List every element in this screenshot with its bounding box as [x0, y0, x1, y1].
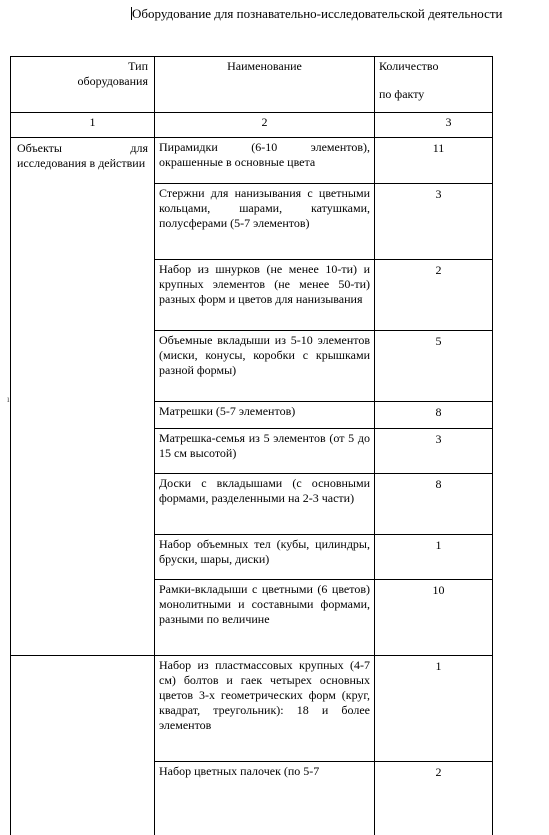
- table-row-name: [154, 259, 374, 330]
- document-title: Оборудование для познавательно-исследовательской деятельности: [132, 6, 503, 21]
- equipment-table: [10, 56, 492, 816]
- item-quantity: 11: [432, 141, 445, 155]
- item-name: Набор цветных палочек (по 5-7: [159, 764, 320, 778]
- table-row-qty: [374, 473, 493, 534]
- group-label-cell: [10, 137, 154, 655]
- col-number-1: [10, 112, 154, 137]
- item-name: Доски с вкладышами (с основными формами, разделенными на 2-3 части): [159, 476, 370, 505]
- header-type-cell: [10, 56, 154, 112]
- item-quantity: 5: [435, 334, 442, 348]
- table-row-qty: [374, 534, 493, 579]
- table-row-qty: [374, 761, 493, 835]
- group-label-cell-2: [10, 655, 154, 835]
- table-row-name: [154, 473, 374, 534]
- table-row-qty: [374, 137, 493, 183]
- item-quantity: 3: [435, 432, 442, 446]
- table-row-name: [154, 401, 374, 428]
- group-label-2: [11, 656, 154, 658]
- margin-mark: ı: [7, 394, 10, 404]
- table-row-name: [154, 330, 374, 401]
- item-name: Матрешка-семья из 5 элементов (от 5 до 15 см высотой): [159, 431, 370, 460]
- table-row-qty: [374, 579, 493, 655]
- header-quantity-cell: [374, 56, 493, 112]
- table-row-qty: [374, 428, 493, 473]
- item-quantity: 2: [435, 263, 442, 277]
- item-quantity: 8: [435, 477, 442, 491]
- table-row-name: [154, 183, 374, 259]
- item-name: Пирамидки (6-10 элементов), окрашенные в основные цвета: [159, 140, 370, 169]
- table-row-qty: [374, 655, 493, 761]
- header-type-line1: Тип: [128, 59, 148, 73]
- table-row-name: [154, 534, 374, 579]
- table-row-name: [154, 761, 374, 835]
- table-row-name: [154, 137, 374, 183]
- group-label: Объекты для исследования в действии: [17, 141, 148, 170]
- header-name-cell: [154, 56, 374, 112]
- header-name: Наименование: [227, 59, 302, 73]
- item-name: Матрешки (5-7 элементов): [159, 404, 296, 418]
- header-quantity-line2: по факту: [379, 87, 425, 101]
- table-row-name: [154, 428, 374, 473]
- item-quantity: 3: [435, 187, 442, 201]
- table-row-qty: [374, 330, 493, 401]
- item-name: Рамки-вкладыши с цветными (6 цветов) монолитными и составными формами, разными по величине: [159, 582, 370, 626]
- col-number-1-text: 1: [89, 115, 96, 129]
- col-number-2: [154, 112, 374, 137]
- table-row-qty: [374, 259, 493, 330]
- item-name: Набор из шнурков (не менее 10-ти) и крупных элементов (не менее 50-ти) разных форм и цветов для нанизывания: [159, 262, 370, 306]
- table-row-qty: [374, 183, 493, 259]
- item-quantity: 1: [435, 538, 442, 552]
- item-name: Стержни для нанизывания с цветными кольцами, шарами, катушками, полусферами (5-7 элементов): [159, 186, 370, 230]
- table-row-qty: [374, 401, 493, 428]
- item-quantity: 1: [435, 659, 442, 673]
- col-number-3: [374, 112, 493, 137]
- table-row-name: [154, 579, 374, 655]
- col-number-3-text: 3: [445, 115, 452, 129]
- item-name: Набор из пластмассовых крупных (4-7 см) болтов и гаек четырех основных цветов 3-х геометрических форм (круг, квадрат, треугольник): 18 и более элементов: [159, 658, 370, 732]
- item-quantity: 10: [432, 583, 445, 597]
- item-quantity: 2: [435, 765, 442, 779]
- col-number-2-text: 2: [261, 115, 268, 129]
- header-quantity-line1: Количество: [379, 59, 439, 73]
- item-name: Набор объемных тел (кубы, цилиндры, бруски, шары, диски): [159, 537, 370, 566]
- item-quantity: 8: [435, 405, 442, 419]
- item-name: Объемные вкладыши из 5-10 элементов (миски, конусы, коробки с крышками разной формы): [159, 333, 370, 377]
- header-type-line2: оборудования: [77, 74, 148, 88]
- table-row-name: [154, 655, 374, 761]
